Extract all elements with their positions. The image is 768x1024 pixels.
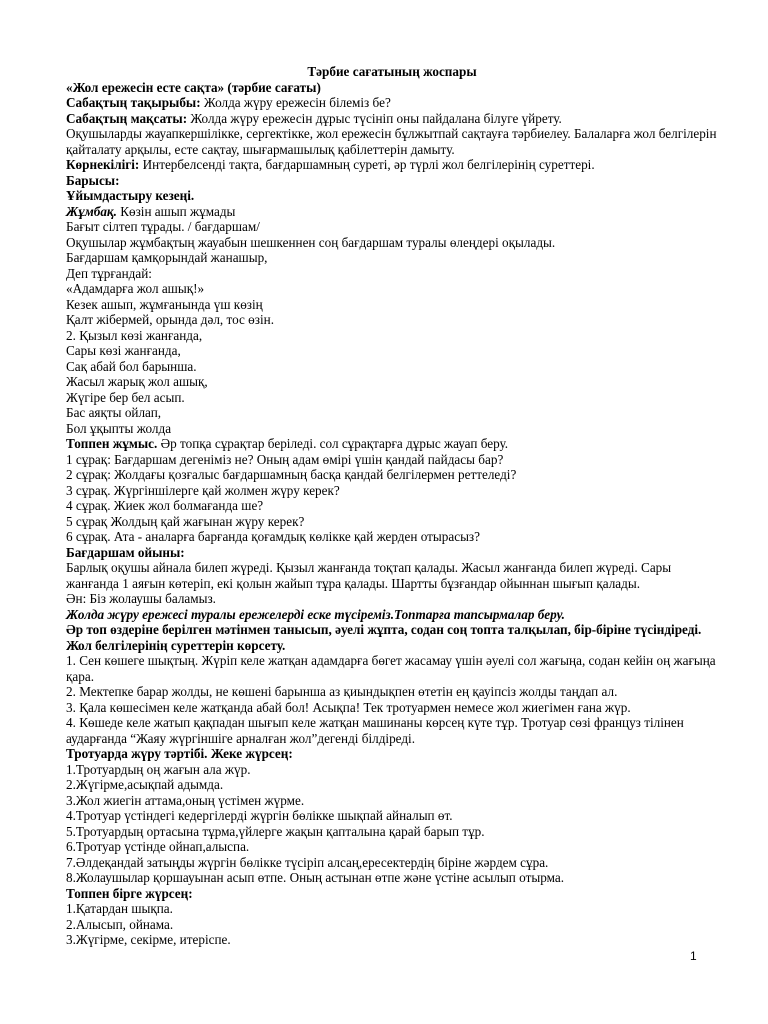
- topic-line: [66, 95, 718, 111]
- goal-text: Жолда жүру ережесін дұрыс түсініп оны пайдалана білуге үйрету.: [187, 110, 562, 126]
- sidewalk-heading: Тротуарда жүру тәртібі. Жеке жүрсең:: [66, 746, 293, 761]
- organization-heading: Ұйымдастыру кезеңі.: [66, 188, 195, 203]
- group-work-line: [66, 436, 718, 452]
- traffic-light-game-heading: Бағдаршам ойыны:: [66, 544, 185, 560]
- document-body: [66, 64, 718, 948]
- riddle-line: [66, 204, 718, 220]
- rule-item: 2. Мектепке барар жолды, не көшені барынша аз қиындықпен өтетін ең қауіпсіз жолды таңдап ал.: [66, 684, 618, 699]
- sidewalk-rule-item: 2.Жүгірме,асықпай адымда.: [66, 777, 224, 792]
- visuals-label: Көрнекілігі:: [66, 157, 140, 172]
- goal-continuation: Оқушыларды жауапкершілікке, сергектікке, жол ережесін бұлжытпай сақтауға тәрбиелеу. Балаларға жол белгілерін қайталату арқылы, есте сақтау, шығармашылық қабілеттерін дамыту.: [66, 126, 717, 157]
- rules-heading: Жолда жүру ережесі туралы ережелерді еске түсіреміз.Топтарға тапсырмалар беру.: [66, 606, 565, 622]
- topic-label: Сабақтың тақырыбы:: [66, 95, 201, 110]
- poem-line: Бас аяқты ойлап,: [66, 405, 162, 420]
- visuals-text: Интербелсенді тақта, бағдаршамның суреті, әр түрлі жол белгілерінің суреттері.: [139, 157, 595, 172]
- sidewalk-rule-item: 8.Жолаушылар қоршауынан асып өтпе. Оның астынан өтпе және үстіне асылып отырма.: [66, 870, 564, 885]
- group-work-label: Топпен жұмыс.: [66, 436, 158, 451]
- sidewalk-rule-item: 4.Тротуар үстіндегі кедергілерді жүргін бөлікке шықпай айналып өт.: [66, 808, 453, 823]
- rule-item: 1. Сен көшеге шықтың. Жүріп келе жатқан адамдарға бөгет жасамау үшін әуелі сол жағыңа, содан кейін оң жағыңа қара.: [66, 653, 716, 684]
- goal-label: Сабақтың мақсаты:: [66, 110, 188, 126]
- group-work-text: Әр топқа сұрақтар беріледі. сол сұрақтарға дұрыс жауап беру.: [157, 436, 509, 451]
- progress-heading: Барысы:: [66, 172, 120, 188]
- question-item: 6 сұрақ. Ата - аналарға барғанда қоғамдық көлікке қай жерден отырасыз?: [66, 529, 480, 544]
- poem-line: Сары көзі жанғанда,: [66, 343, 181, 358]
- poem-line: Деп тұрғандай:: [66, 265, 152, 281]
- topic-text: Жолда жүру ережесін білеміз бе?: [200, 95, 391, 110]
- poem-line: Кезек ашып, жұмғанында үш көзің: [66, 296, 263, 312]
- goal-line: [66, 111, 718, 127]
- poem-line: Сақ абай бол барынша.: [66, 358, 197, 374]
- poem-line: Бағдаршам қамқорындай жанашыр,: [66, 250, 268, 265]
- group-walk-rule-item: 2.Алысып, ойнама.: [66, 916, 174, 932]
- sidewalk-rule-item: 7.Әлдеқандай затыңды жүргін бөлікке түсіріп алсаң,ересектердің біріне жәрдем сұра.: [66, 854, 549, 870]
- poem-line: Жасыл жарық жол ашық,: [66, 374, 208, 389]
- question-item: 4 сұрақ. Жиек жол болмағанда ше?: [66, 498, 264, 513]
- poem-line: Бағыт сілтеп тұрады. / бағдаршам/: [66, 219, 260, 234]
- rule-item: 4. Көшеде келе жатып қақпадан шығып келе жатқан машинаны көрсең күте тұр. Тротуар сөзі француз тілінен аударғанда “Жаяу жүргіншіге арналған жол”дегенді білдіреді.: [66, 715, 684, 746]
- poem-line: Қалт жібермей, орында дәл, тос өзін.: [66, 312, 274, 327]
- sidewalk-rule-item: 6.Тротуар үстінде ойнап,алыспа.: [66, 839, 250, 854]
- traffic-light-game-text: Барлық оқушы айнала билеп жүреді. Қызыл жанғанда тоқтап қалады. Жасыл жанғанда билеп жүреді. Сары жанғанда 1 аяғын көтеріп, екі қолын жайып тұра қалады. Шартты бұзғандар ойыннан шығып қалады.: [66, 560, 672, 591]
- group-walk-rule-item: 1.Қатардан шықпа.: [66, 901, 173, 916]
- question-item: 5 сұрақ Жолдың қай жағынан жүру керек?: [66, 513, 305, 529]
- sidewalk-rule-item: 3.Жол жиегін аттама,оның үстімен жүрме.: [66, 792, 305, 808]
- poem-line: 2. Қызыл көзі жанғанда,: [66, 327, 203, 343]
- riddle-text: Көзін ашып жұмады: [116, 203, 236, 219]
- group-walk-rule-item: 3.Жүгірме, секірме, итеріспе.: [66, 932, 231, 947]
- song-line: Ән: Біз жолаушы баламыз.: [66, 591, 216, 606]
- rules-instructions: Әр топ өздеріне берілген мәтінмен танысып, әуелі жұпта, содан соң топта талқылап, бір-біріне түсіндіреді. Жол белгілерінің суреттерін көрсету.: [66, 622, 702, 653]
- page-number: 1: [690, 949, 697, 963]
- question-item: 1 сұрақ: Бағдаршам дегеніміз не? Оның адам өмірі үшін қандай пайдасы бар?: [66, 451, 504, 467]
- rule-item: 3. Қала көшесімен келе жатқанда абай бол! Асықпа! Тек тротуармен немесе жол жиегімен ғана жүр.: [66, 699, 631, 715]
- group-walk-heading: Топпен бірге жүрсең:: [66, 885, 193, 901]
- sidewalk-rule-item: 5.Тротуардың ортасына тұрма,үйлерге жақын қапталына қарай барып тұр.: [66, 823, 485, 839]
- document-title: Тәрбие сағатының жоспары: [307, 64, 477, 79]
- poem-line: «Адамдарға жол ашық!»: [66, 281, 205, 296]
- poem-line: Бол ұқыпты жолда: [66, 420, 172, 436]
- riddle-label: Жұмбақ.: [66, 203, 117, 219]
- visuals-line: [66, 157, 718, 173]
- poem-line: Жүгіре бер бел асып.: [66, 389, 185, 405]
- question-item: 3 сұрақ. Жүргіншілерге қай жолмен жүру керек?: [66, 482, 340, 498]
- document-subtitle: «Жол ережесін есте сақта» (тәрбие сағаты): [66, 79, 321, 95]
- sidewalk-rule-item: 1.Тротуардың оң жағын ала жүр.: [66, 761, 251, 777]
- poem-line: Оқушылар жұмбақтың жауабын шешкеннен соң бағдаршам туралы өлеңдері оқылады.: [66, 234, 556, 250]
- question-item: 2 сұрақ: Жолдағы қозғалыс бағдаршамның басқа қандай белгілермен реттеледі?: [66, 467, 517, 482]
